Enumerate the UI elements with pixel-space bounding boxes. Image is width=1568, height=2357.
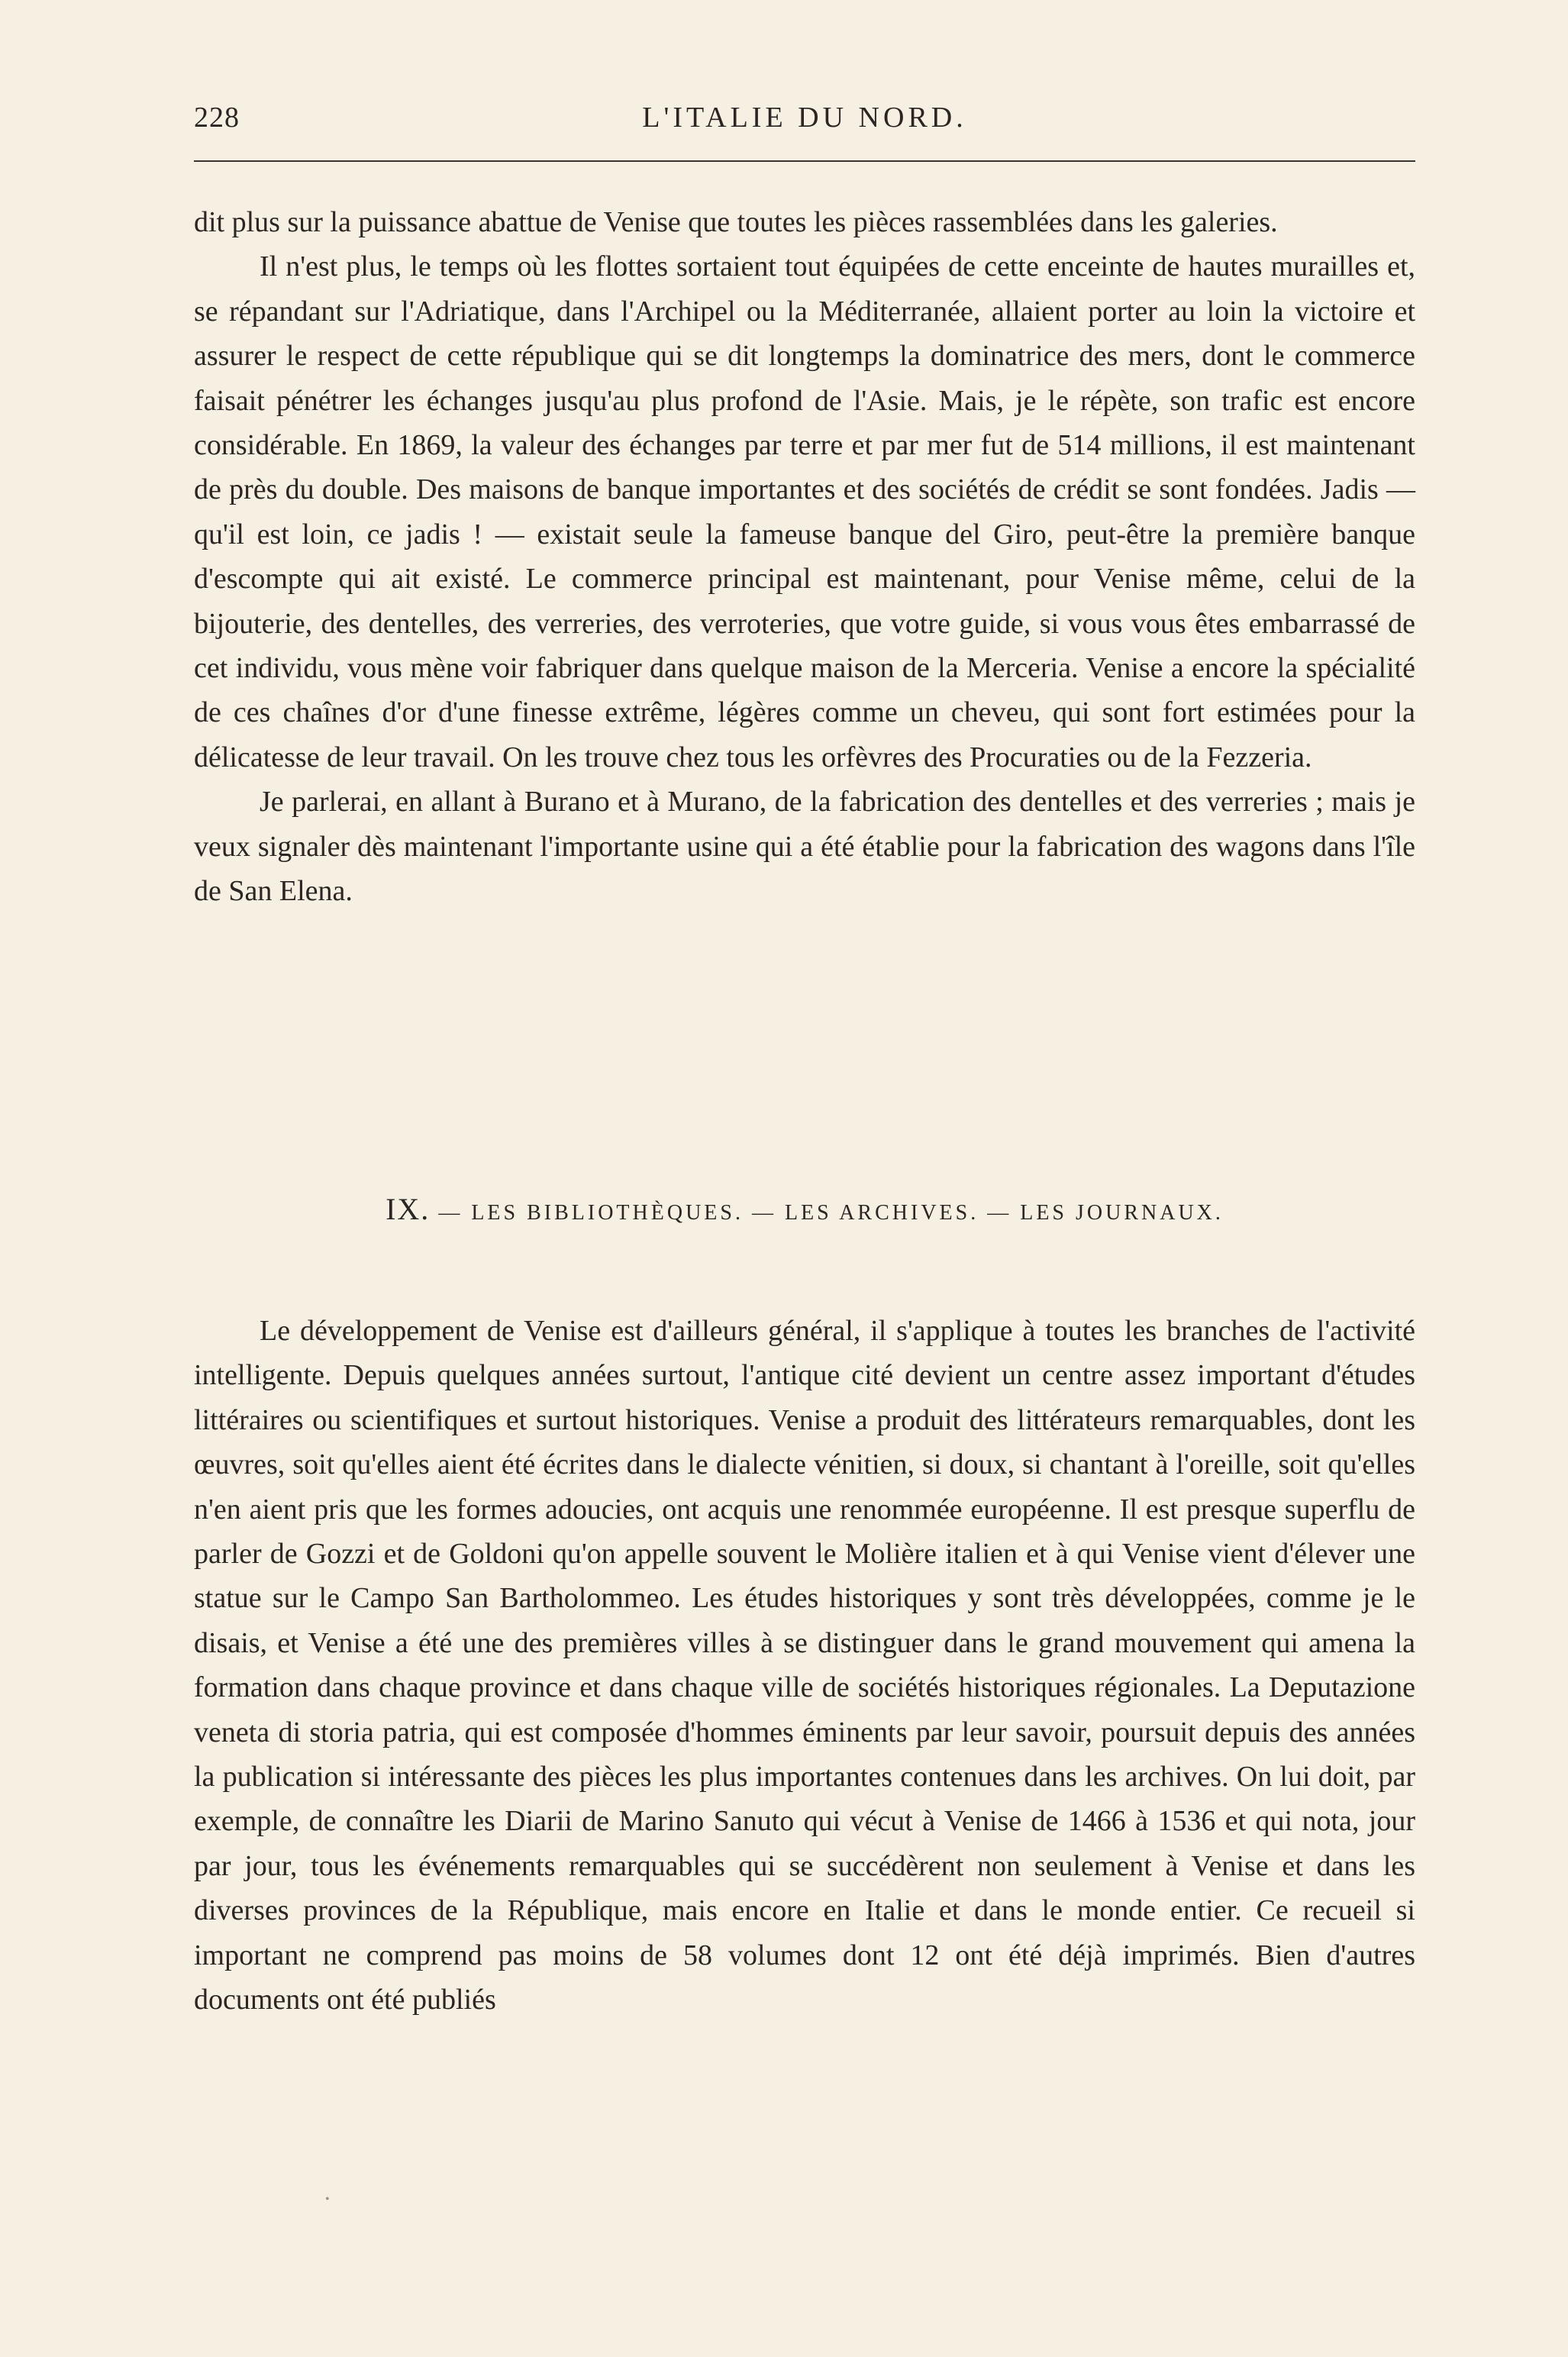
section-title: — LES BIBLIOTHÈQUES. — LES ARCHIVES. — LES JOURNAUX. [438, 1201, 1224, 1225]
text-block-top [194, 200, 1415, 914]
paragraph-trade: Il n'est plus, le temps où les flottes sortaient tout équipées de cette enceinte de hautes murailles et, se répandant sur l'Adriatique, dans l'Archipel ou la Méditerranée, allaient porter au loin la victoire et assurer le respect de cette république qui se dit longtemps la dominatrice des mers, dont le commerce faisait pénétrer les échanges jusqu'au plus profond de l'Asie. Mais, je le répète, son trafic est encore considérable. En 1869, la valeur des échanges par terre et par mer fut de 514 millions, il est maintenant de près du double. Des maisons de banque importantes et des sociétés de crédit se sont fondées. Jadis — qu'il est loin, ce jadis ! — existait seule la fameuse banque del Giro, peut-être la première banque d'escompte qui ait existé. Le commerce principal est maintenant, pour Venise même, celui de la bijouterie, des dentelles, des verreries, des verroteries, que votre guide, si vous vous êtes embarrassé de cet individu, vous mène voir fabriquer dans quelque maison de la Merceria. Venise a encore la spécialité de ces chaînes d'or d'une finesse extrême, légères comme un cheveu, qui sont fort estimées pour la délicatesse de leur travail. On les trouve chez tous les orfèvres des Procuraties ou de la Fezzeria. [194, 250, 1415, 773]
section-heading [194, 1191, 1415, 1227]
header-rule [194, 160, 1415, 162]
section-numeral: IX. [386, 1192, 431, 1226]
text-block-bottom [194, 1309, 1415, 2023]
page-header [194, 101, 1415, 147]
paper-speck: • [325, 2193, 330, 2206]
running-title: L'ITALIE DU NORD. [642, 102, 967, 134]
paragraph-continuation: dit plus sur la puissance abattue de Venise que toutes les pièces rassemblées dans les galeries. [194, 206, 1278, 238]
paragraph-development: Le développement de Venise est d'ailleurs général, il s'applique à toutes les branches de l'activité intelligente. Depuis quelques années surtout, l'antique cité devient un centre assez important d'études littéraires ou scientifiques et surtout historiques. Venise a produit des littérateurs remarquables, dont les œuvres, soit qu'elles aient été écrites dans le dialecte vénitien, si doux, si chantant à l'oreille, soit qu'elles n'en aient pris que les formes adoucies, ont acquis une renommée européenne. Il est presque superflu de parler de Gozzi et de Goldoni qu'on appelle souvent le Molière italien et à qui Venise vient d'élever une statue sur le Campo San Bartholommeo. Les études historiques y sont très développées, comme je le disais, et Venise a été une des premières villes à se distinguer dans le grand mouvement qui amena la formation dans chaque province et dans chaque ville de sociétés historiques régionales. La Deputazione veneta di storia patria, qui est composée d'hommes éminents par leur savoir, poursuit depuis des années la publication si intéressante des pièces les plus importantes contenues dans les archives. On lui doit, par exemple, de connaître les Diarii de Marino Sanuto qui vécut à Venise de 1466 à 1536 et qui nota, jour par jour, tous les événements remarquables qui se succédèrent non seulement à Venise et dans les diverses provinces de la République, mais encore en Italie et dans le monde entier. Ce recueil si important ne comprend pas moins de 58 volumes dont 12 ont été déjà imprimés. Bien d'autres documents ont été publiés [194, 1315, 1415, 2016]
paragraph-burano-murano: Je parlerai, en allant à Burano et à Murano, de la fabrication des dentelles et des verreries ; mais je veux signaler dès maintenant l'importante usine qui a été établie pour la fabrication des wagons dans l'île de San Elena. [194, 786, 1415, 908]
page-number: 228 [194, 102, 240, 134]
